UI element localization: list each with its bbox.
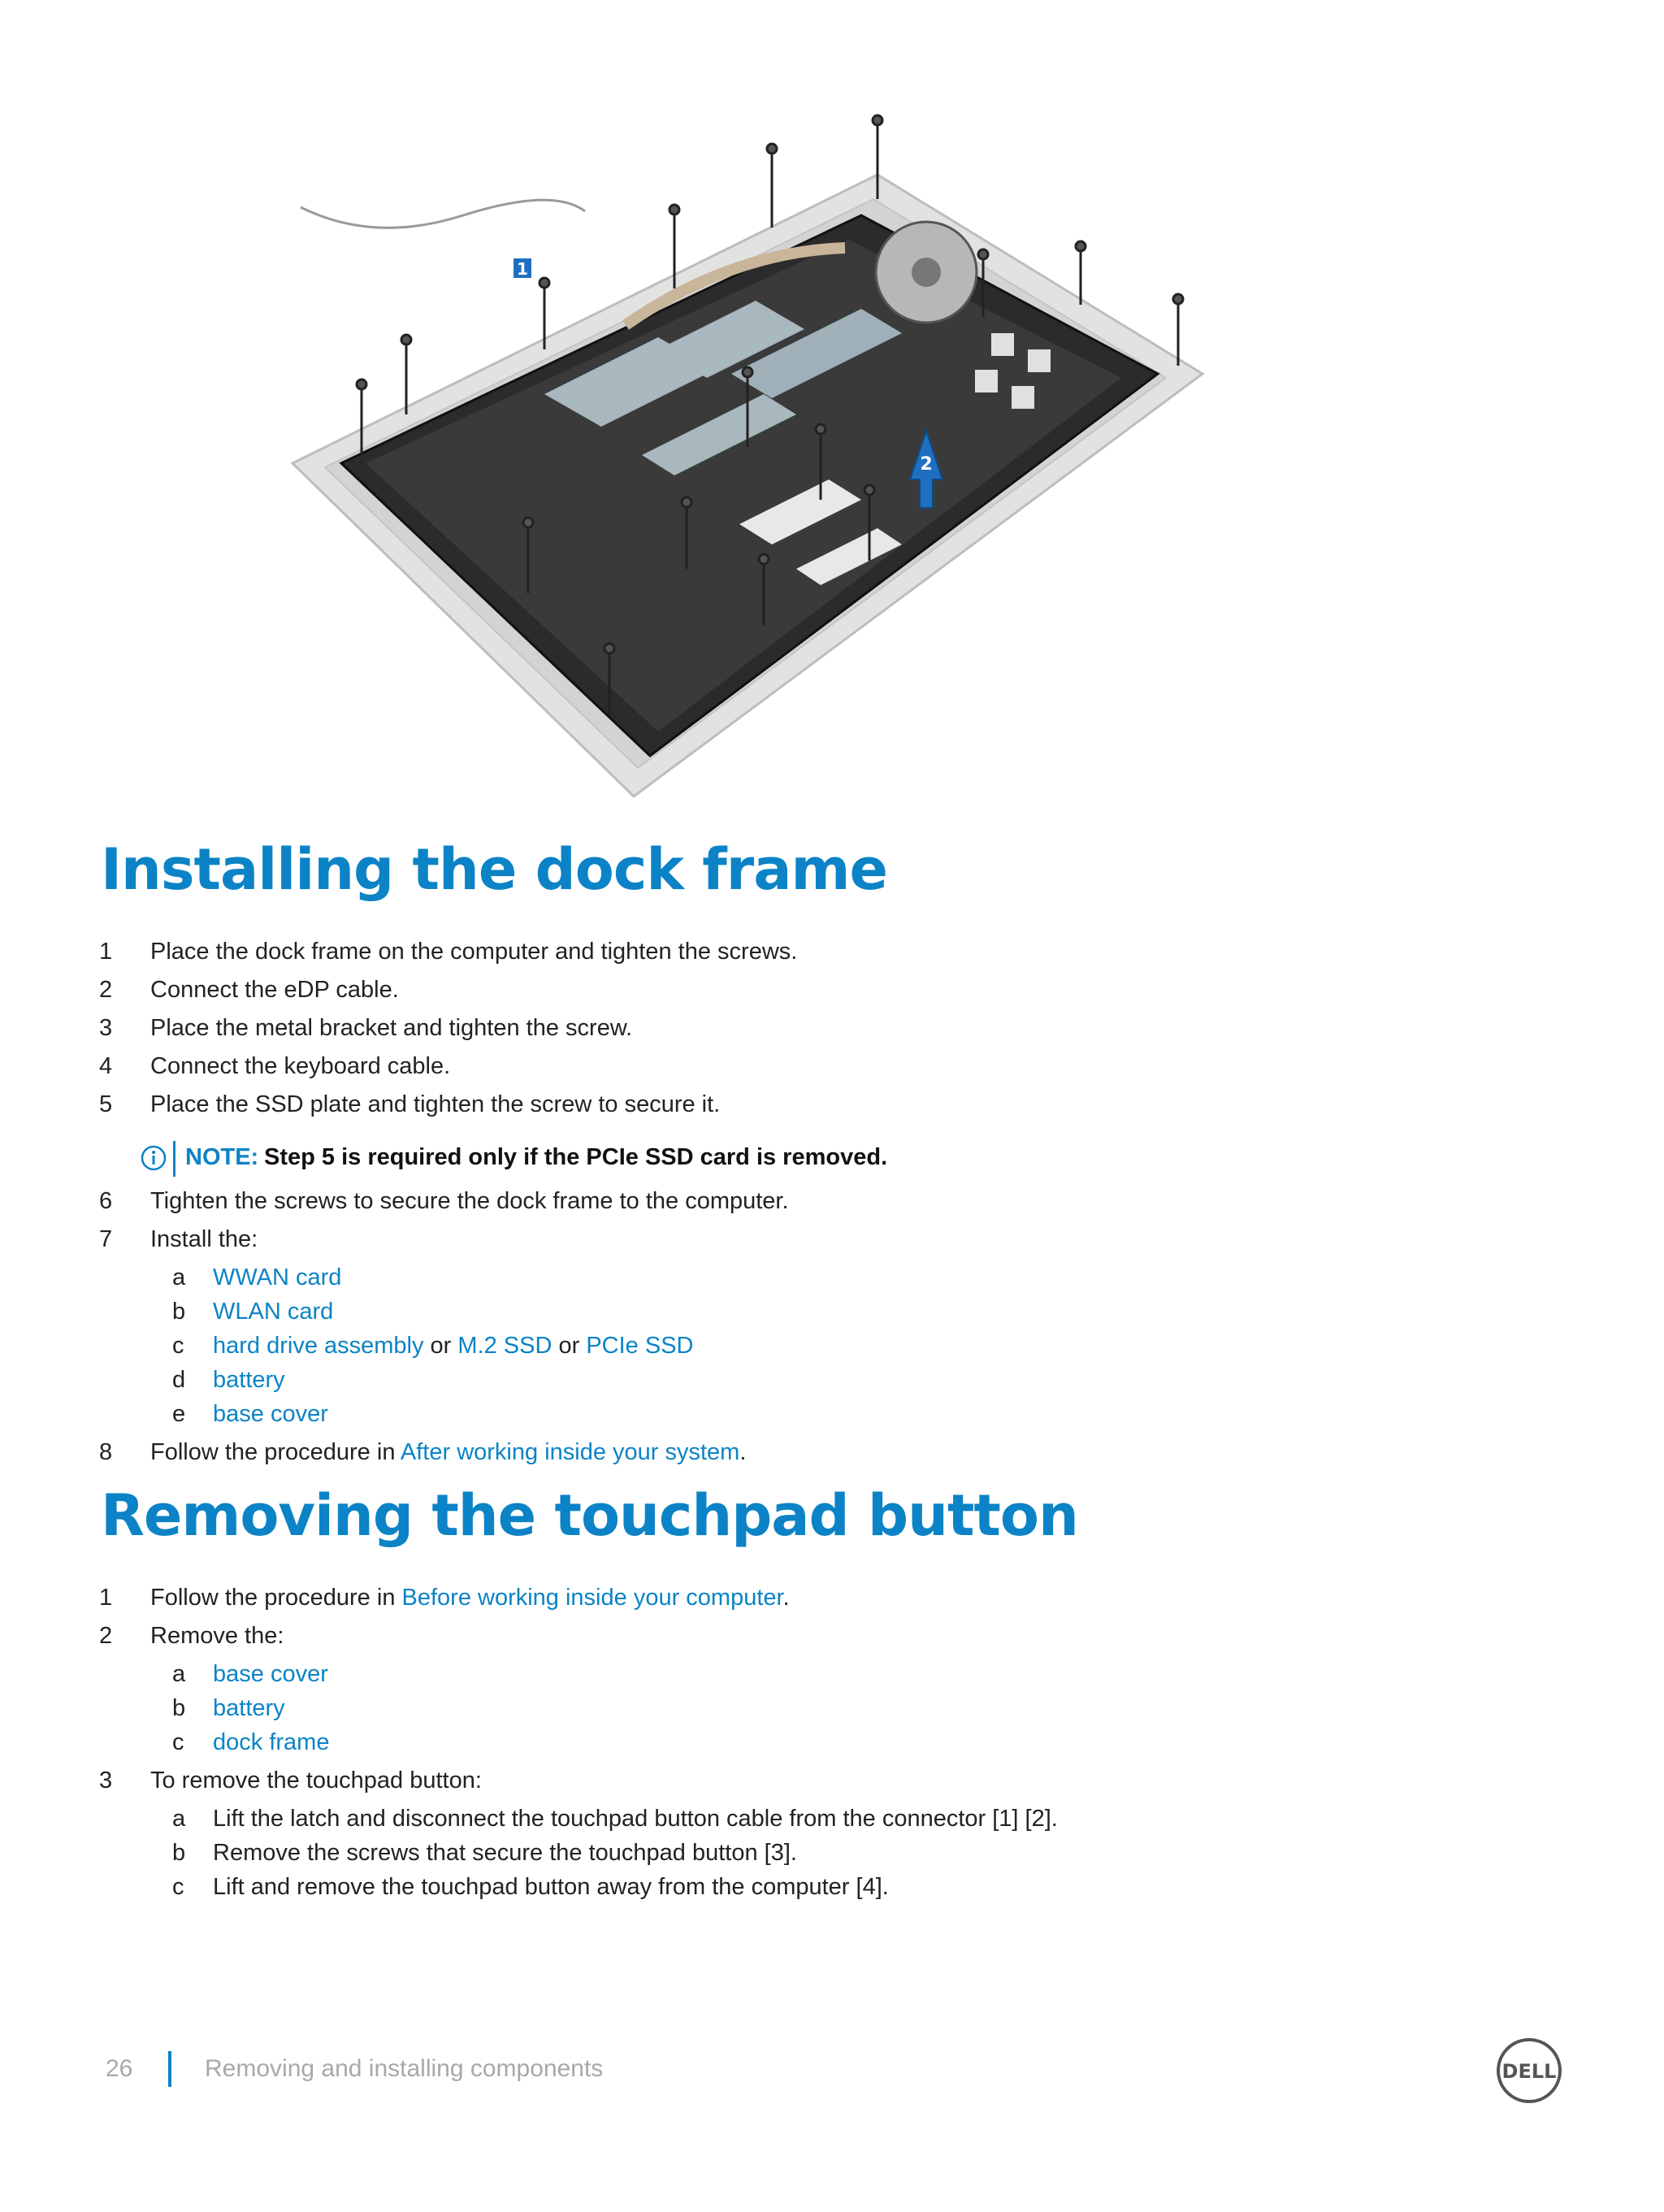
section-title-installing-dock-frame: Installing the dock frame bbox=[101, 836, 887, 903]
link-hard-drive-assembly[interactable]: hard drive assembly bbox=[213, 1333, 424, 1359]
footer-divider bbox=[168, 2051, 171, 2087]
step-number: 8 bbox=[99, 1439, 113, 1465]
step-text: Tighten the screws to secure the dock frame to the computer. bbox=[150, 1188, 789, 1214]
link-battery[interactable]: battery bbox=[213, 1367, 285, 1393]
link-pcie-ssd[interactable]: PCIe SSD bbox=[586, 1333, 694, 1359]
step-text: Remove the: bbox=[150, 1623, 284, 1649]
step-suffix: . bbox=[782, 1585, 790, 1611]
step-text: Connect the keyboard cable. bbox=[150, 1053, 451, 1079]
sub-item-text: Lift the latch and disconnect the touchpad button cable from the connector [1] [2]. bbox=[213, 1806, 1058, 1832]
link-wlan-card[interactable]: WLAN card bbox=[213, 1299, 334, 1325]
step-text: Install the: bbox=[150, 1226, 258, 1252]
link-base-cover[interactable]: base cover bbox=[213, 1401, 328, 1427]
step-text: Place the metal bracket and tighten the screw. bbox=[150, 1015, 633, 1041]
link-base-cover[interactable]: base cover bbox=[213, 1661, 328, 1687]
sub-item-text: Remove the screws that secure the touchpad button [3]. bbox=[213, 1840, 797, 1866]
step-number: 7 bbox=[99, 1226, 113, 1252]
info-icon bbox=[140, 1144, 167, 1172]
step-number: 6 bbox=[99, 1188, 113, 1214]
link-after-working-inside[interactable]: After working inside your system bbox=[400, 1439, 740, 1465]
sub-item-letter: d bbox=[172, 1367, 186, 1393]
step-number: 2 bbox=[99, 977, 113, 1003]
sub-item-text bbox=[213, 1331, 694, 1360]
separator-text: or bbox=[423, 1333, 458, 1359]
footer-chapter-title: Removing and installing components bbox=[205, 2055, 604, 2082]
dell-logo-icon bbox=[1495, 2036, 1563, 2105]
step-text: Place the dock frame on the computer and tighten the screws. bbox=[150, 939, 798, 965]
step-text: To remove the touchpad button: bbox=[150, 1767, 482, 1793]
sub-item-letter: a bbox=[172, 1806, 186, 1832]
note-label: NOTE: bbox=[185, 1144, 259, 1170]
link-battery[interactable]: battery bbox=[213, 1695, 285, 1721]
step-prefix: Follow the procedure in bbox=[150, 1439, 401, 1465]
dell-logo-text: DELL bbox=[1502, 2060, 1557, 2083]
sub-item-letter: c bbox=[172, 1729, 184, 1755]
step-text: Place the SSD plate and tighten the screw to secure it. bbox=[150, 1091, 721, 1117]
step-number: 4 bbox=[99, 1053, 113, 1079]
step-text bbox=[150, 1438, 746, 1467]
link-m2-ssd[interactable]: M.2 SSD bbox=[457, 1333, 552, 1359]
link-wwan-card[interactable]: WWAN card bbox=[213, 1264, 342, 1290]
sub-item-letter: b bbox=[172, 1695, 186, 1721]
sub-item-letter: e bbox=[172, 1401, 186, 1427]
step-number: 2 bbox=[99, 1623, 113, 1649]
sub-item-text: Lift and remove the touchpad button away from the computer [4]. bbox=[213, 1874, 889, 1900]
step-number: 3 bbox=[99, 1767, 113, 1793]
step-number: 1 bbox=[99, 939, 113, 965]
step-prefix: Follow the procedure in bbox=[150, 1585, 402, 1611]
step-number: 5 bbox=[99, 1091, 113, 1117]
note-text: Step 5 is required only if the PCIe SSD card is removed. bbox=[264, 1144, 888, 1170]
page-number: 26 bbox=[106, 2055, 133, 2082]
sub-item-letter: a bbox=[172, 1264, 186, 1290]
separator-text: or bbox=[552, 1333, 587, 1359]
link-dock-frame[interactable]: dock frame bbox=[213, 1729, 330, 1755]
callout-1-label: 1 bbox=[517, 259, 528, 279]
note-divider bbox=[173, 1141, 176, 1177]
sub-item-letter: c bbox=[172, 1874, 184, 1900]
sub-item-letter: a bbox=[172, 1661, 186, 1687]
step-text bbox=[150, 1583, 790, 1612]
step-text: Connect the eDP cable. bbox=[150, 977, 399, 1003]
laptop-chassis-illustration bbox=[276, 106, 1219, 813]
step-number: 3 bbox=[99, 1015, 113, 1041]
step-suffix: . bbox=[739, 1439, 747, 1465]
callout-2-label: 2 bbox=[920, 454, 933, 475]
link-before-working-inside[interactable]: Before working inside your computer bbox=[401, 1585, 783, 1611]
step-number: 1 bbox=[99, 1585, 113, 1611]
sub-item-letter: b bbox=[172, 1299, 186, 1325]
dock-frame-figure bbox=[276, 106, 1219, 813]
sub-item-letter: b bbox=[172, 1840, 186, 1866]
section-title-removing-touchpad-button: Removing the touchpad button bbox=[101, 1482, 1078, 1549]
sub-item-letter: c bbox=[172, 1333, 184, 1359]
